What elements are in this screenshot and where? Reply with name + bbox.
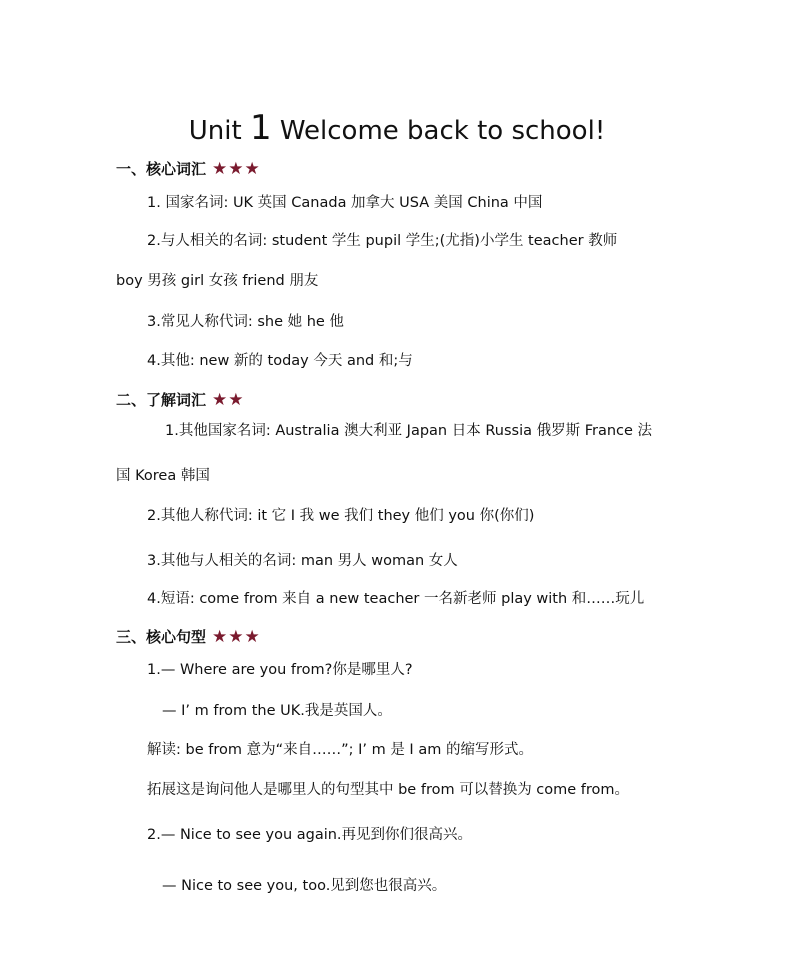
section-heading-core-sentences: 三、核心句型 ★★★ [116,627,261,647]
vocab-line: 2.与人相关的名词: student 学生 pupil 学生;(尤指)小学生 teacher 教师 [147,233,618,249]
vocab-line: 3.常见人称代词: she 她 he 他 [147,314,344,330]
vocab-line: 2.其他人称代词: it 它 I 我 we 我们 they 他们 you 你(你们) [147,508,535,524]
importance-stars: ★★★ [212,159,261,179]
importance-stars: ★★ [212,390,245,410]
section-heading-extra-vocabulary: 二、了解词汇 ★★ [116,390,245,410]
sentence-line: 1.— Where are you from?你是哪里人? [147,662,413,678]
vocab-line: 4.其他: new 新的 today 今天 and 和;与 [147,353,413,369]
vocab-line: 3.其他与人相关的名词: man 男人 woman 女人 [147,553,458,569]
vocab-line: 4.短语: come from 来自 a new teacher 一名新老师 play with 和……玩儿 [147,591,645,607]
vocab-line: boy 男孩 girl 女孩 friend 朋友 [116,273,319,289]
sentence-line: — Nice to see you, too.见到您也很高兴。 [162,878,447,894]
vocab-line: 国 Korea 韩国 [116,468,210,484]
vocab-line: 1.其他国家名词: Australia 澳大利亚 Japan 日本 Russia 俄罗斯 France 法 [165,423,653,439]
sentence-line: — I’ m from the UK.我是英国人。 [162,703,392,719]
explanation-line: 解读: be from 意为“来自……”; I’ m 是 I am 的缩写形式。 [147,742,533,758]
sentence-line: 2.— Nice to see you again.再见到你们很高兴。 [147,827,473,843]
vocab-line: 1. 国家名词: UK 英国 Canada 加拿大 USA 美国 China 中国 [147,195,543,211]
document-title: Unit 1 Welcome back to school! [188,108,606,148]
section-heading-core-vocabulary: 一、核心词汇 ★★★ [116,159,261,179]
importance-stars: ★★★ [212,627,261,647]
extension-line: 拓展这是询问他人是哪里人的句型其中 be from 可以替换为 come from。 [147,782,630,798]
